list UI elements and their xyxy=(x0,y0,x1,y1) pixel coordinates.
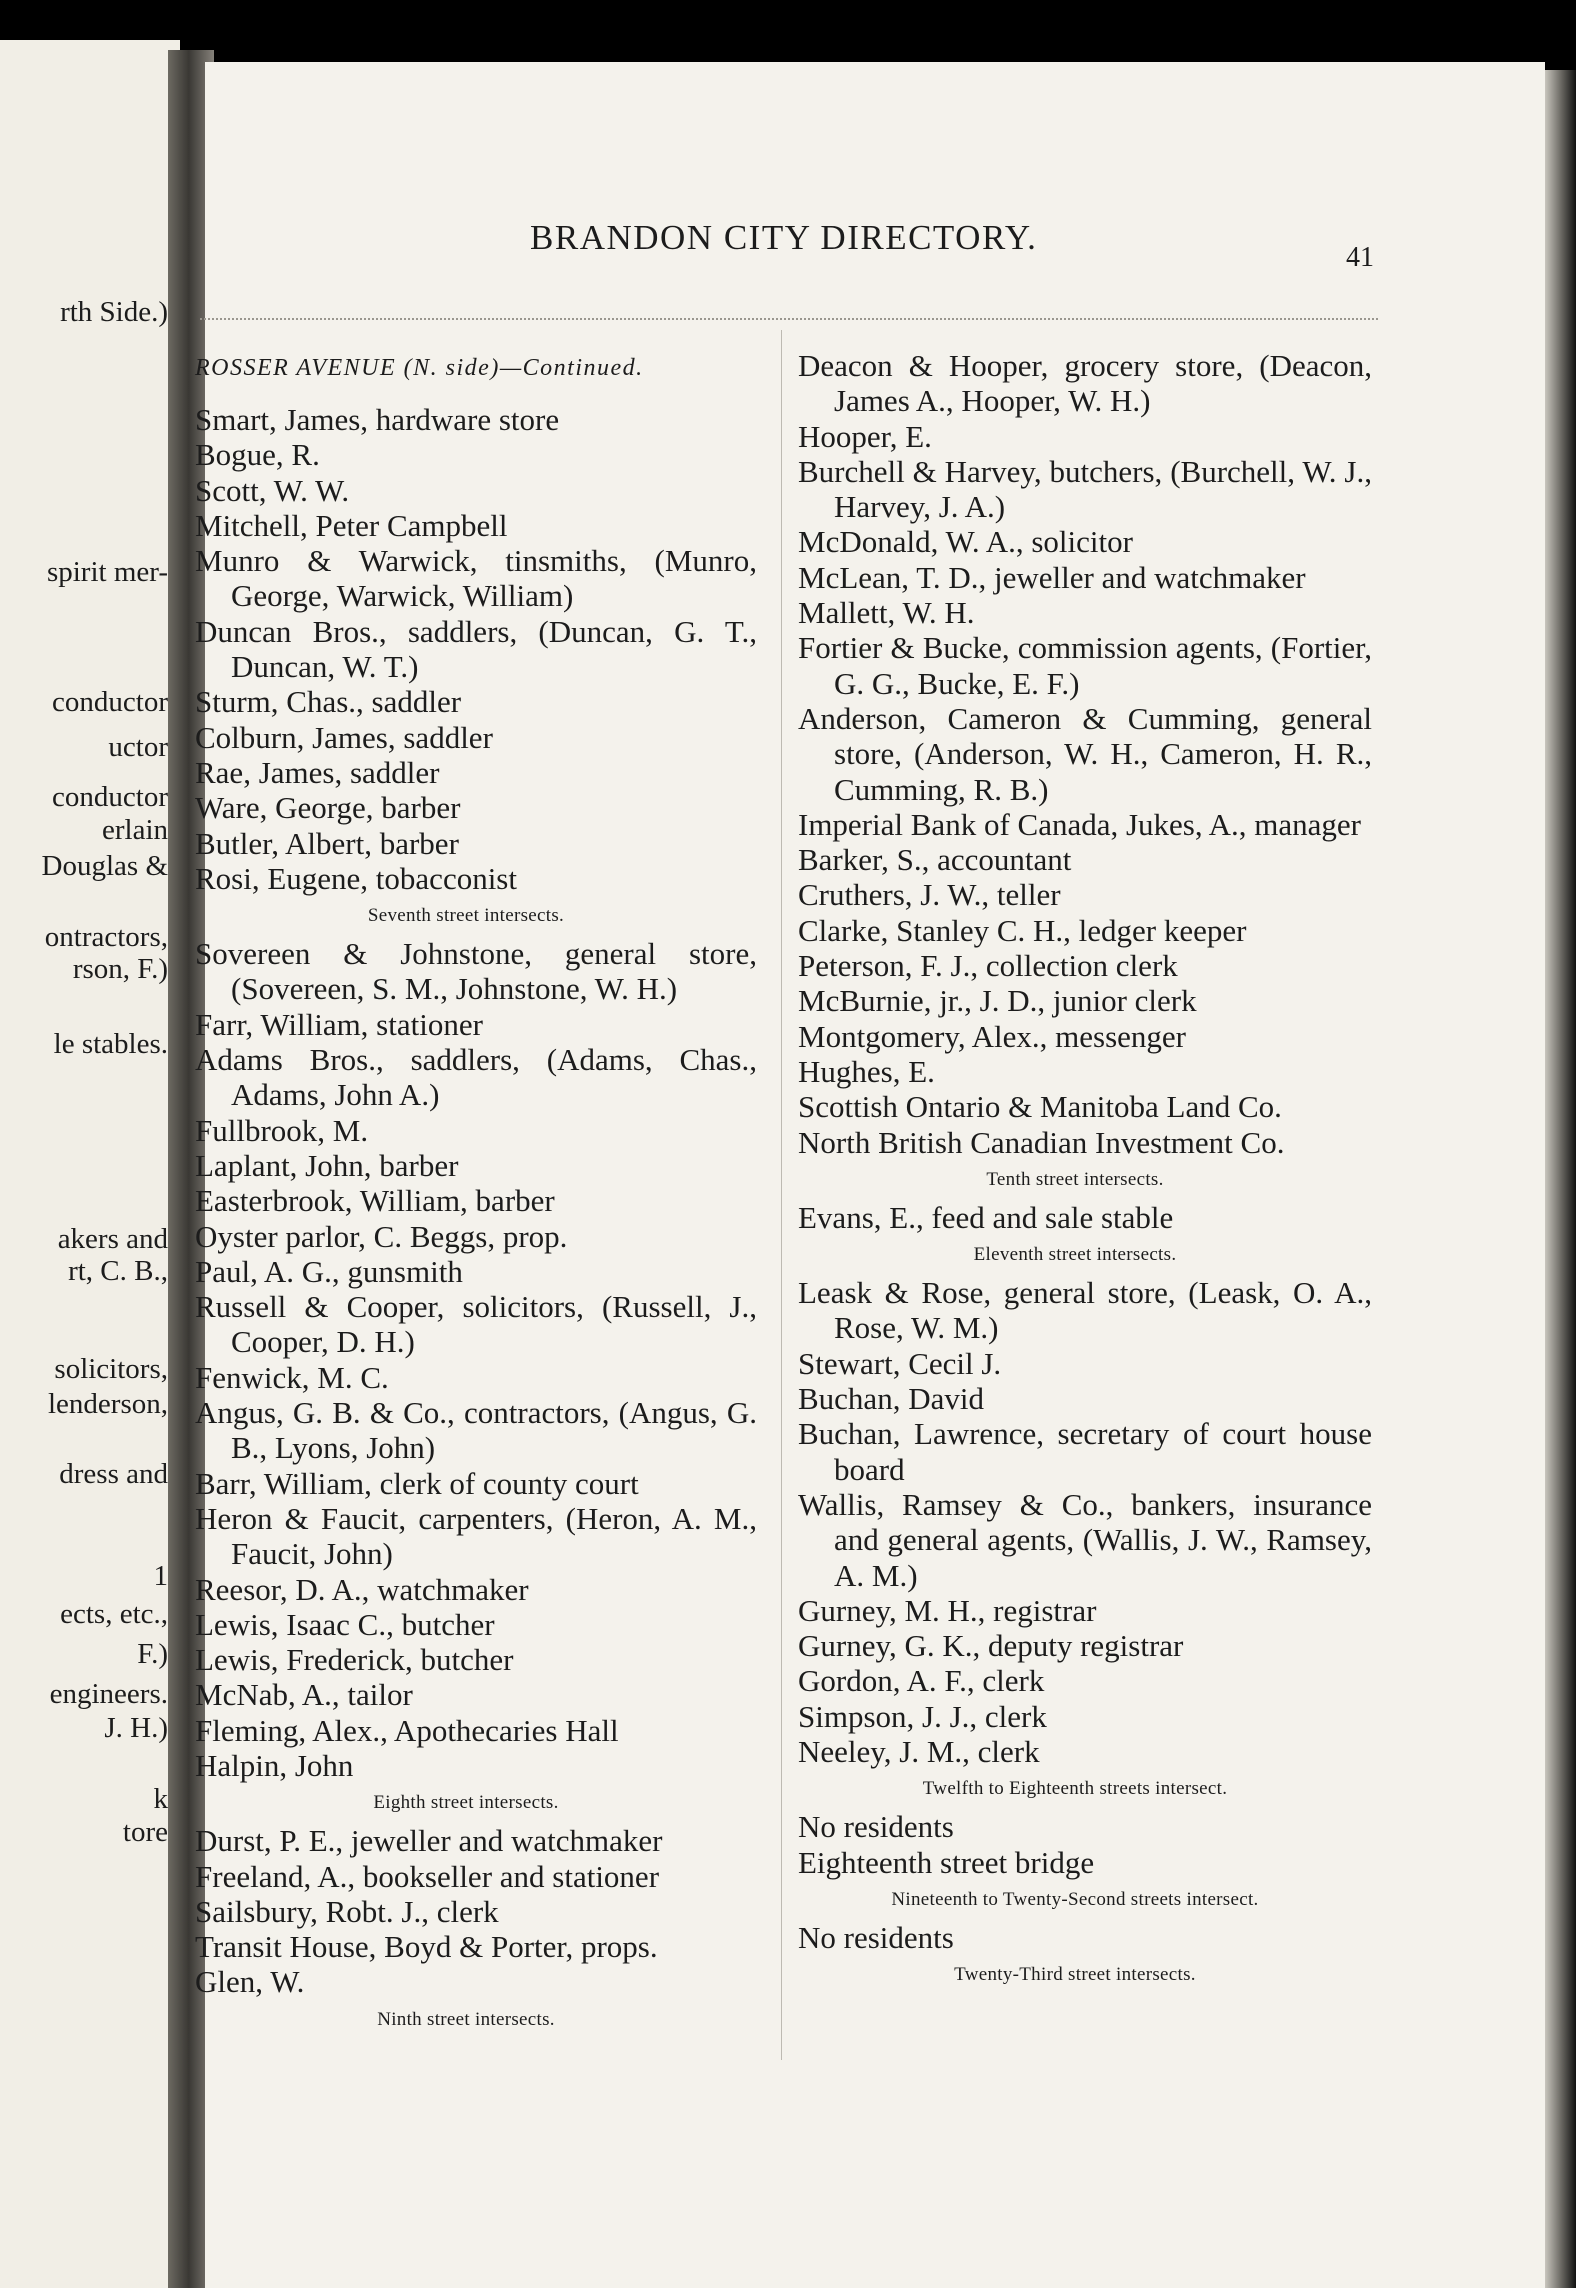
directory-entry: Scottish Ontario & Manitoba Land Co. xyxy=(798,1089,1282,1125)
directory-entry: Halpin, John xyxy=(195,1747,354,1783)
header-rule xyxy=(200,318,1378,320)
directory-entry: Ware, George, barber xyxy=(195,790,461,826)
directory-entry: Adams Bros., saddlers, (Adams, Chas., Adams, John A.) xyxy=(195,1042,757,1113)
previous-page-fragment: akers and xyxy=(57,1223,168,1255)
directory-entry: Sovereen & Johnstone, general store, (Sovereen, S. M., Johnstone, W. H.) xyxy=(195,936,757,1007)
directory-entry: Buchan, David xyxy=(798,1381,984,1417)
street-intersection-note: Twelfth to Eighteenth streets intersect. xyxy=(922,1778,1228,1800)
directory-entry: Reesor, D. A., watchmaker xyxy=(195,1571,529,1607)
directory-entry: Easterbrook, William, barber xyxy=(195,1183,555,1219)
directory-entry: Fleming, Alex., Apothecaries Hall xyxy=(195,1712,619,1748)
directory-entry: Barker, S., accountant xyxy=(798,842,1072,878)
directory-entry: Burchell & Harvey, butchers, (Burchell, W. J., Harvey, J. A.) xyxy=(798,453,1372,525)
directory-entry: Durst, P. E., jeweller and watchmaker xyxy=(195,1823,663,1859)
directory-entry: McNab, A., tailor xyxy=(195,1677,413,1713)
street-intersection-note: Eleventh street intersects. xyxy=(973,1244,1177,1266)
previous-page-fragment: lenderson, xyxy=(48,1388,168,1420)
previous-page-fragment: F.) xyxy=(137,1638,168,1670)
directory-entry: Gordon, A. F., clerk xyxy=(798,1663,1045,1699)
page-number: 41 xyxy=(1346,242,1374,273)
previous-page-fragment: conductor xyxy=(52,781,168,813)
previous-page-fragment: rth Side.) xyxy=(60,296,168,328)
directory-entry: McDonald, W. A., solicitor xyxy=(798,524,1133,560)
directory-entry: Glen, W. xyxy=(195,1964,305,2000)
directory-entry: Buchan, Lawrence, secretary of court house board xyxy=(798,1416,1372,1487)
directory-entry: Gurney, G. K., deputy registrar xyxy=(798,1628,1184,1664)
directory-entry: Fullbrook, M. xyxy=(195,1112,369,1148)
directory-entry: Cruthers, J. W., teller xyxy=(798,877,1061,913)
directory-entry: Wallis, Ramsey & Co., bankers, insurance and general agents, (Wallis, J. W., Ramsey, A. M.) xyxy=(798,1486,1372,1593)
right-column xyxy=(798,348,1372,1995)
directory-entry: Mallett, W. H. xyxy=(798,595,975,631)
entry-list xyxy=(195,402,757,896)
directory-entry: Scott, W. W. xyxy=(195,472,350,508)
previous-page-strip xyxy=(0,40,180,2288)
street-intersection-note: Tenth street intersects. xyxy=(986,1168,1164,1190)
previous-page-fragment: Douglas & xyxy=(41,850,168,882)
previous-page-fragment: ontractors, xyxy=(44,921,168,953)
entry-list xyxy=(195,936,757,1783)
directory-entry: Sturm, Chas., saddler xyxy=(195,684,462,720)
previous-page-fragment: le stables. xyxy=(53,1028,168,1060)
directory-entry: Russell & Cooper, solicitors, (Russell, J., Cooper, D. H.) xyxy=(195,1289,757,1360)
no-residents-line: No residents xyxy=(798,1919,954,1955)
previous-page-fragment: ects, etc., xyxy=(60,1598,168,1630)
directory-entry: North British Canadian Investment Co. xyxy=(798,1124,1285,1160)
directory-entry: Rosi, Eugene, tobacconist xyxy=(195,860,517,896)
entry-list xyxy=(195,1823,757,1999)
directory-entry: Heron & Faucit, carpenters, (Heron, A. M., Faucit, John) xyxy=(195,1500,757,1572)
directory-entry: Sailsbury, Robt. J., clerk xyxy=(195,1893,499,1929)
left-column xyxy=(195,348,757,2040)
directory-entry: McBurnie, jr., J. D., junior clerk xyxy=(798,983,1197,1019)
directory-entry: Clarke, Stanley C. H., ledger keeper xyxy=(798,912,1247,948)
directory-entry: Laplant, John, barber xyxy=(195,1147,459,1183)
directory-entry: Smart, James, hardware store xyxy=(195,402,560,437)
directory-entry: Colburn, James, saddler xyxy=(195,719,493,755)
directory-entry: Barr, William, clerk of county court xyxy=(195,1465,639,1501)
directory-entry: Farr, William, stationer xyxy=(195,1006,483,1042)
previous-page-fragment: engineers. xyxy=(49,1678,168,1710)
directory-entry: Deacon & Hooper, grocery store, (Deacon, James A., Hooper, W. H.) xyxy=(798,348,1372,419)
directory-entry: Gurney, M. H., registrar xyxy=(798,1592,1097,1628)
directory-entry: Fortier & Bucke, commission agents, (Fortier, G. G., Bucke, E. F.) xyxy=(798,630,1372,701)
directory-entry: Angus, G. B. & Co., contractors, (Angus, G. B., Lyons, John) xyxy=(195,1395,757,1466)
running-head: ROSSER AVENUE (N. side)—Continued. xyxy=(195,355,644,381)
previous-page-fragment: spirit mer- xyxy=(46,556,168,588)
directory-entry: Duncan Bros., saddlers, (Duncan, G. T., Duncan, W. T.) xyxy=(195,613,757,685)
directory-entry: Montgomery, Alex., messenger xyxy=(798,1018,1186,1054)
street-intersection-note: Ninth street intersects. xyxy=(377,2008,555,2030)
previous-page-fragment: 1 xyxy=(153,1560,168,1592)
directory-entry: Butler, Albert, barber xyxy=(195,825,459,861)
previous-page-fragment: tore xyxy=(122,1816,168,1848)
directory-entry: Leask & Rose, general store, (Leask, O. A., Rose, W. M.) xyxy=(798,1275,1372,1346)
directory-entry: Lewis, Isaac C., butcher xyxy=(195,1606,495,1642)
page-edge-shadow xyxy=(1545,70,1576,2288)
directory-entry: Paul, A. G., gunsmith xyxy=(195,1253,463,1289)
directory-entry: Simpson, J. J., clerk xyxy=(798,1698,1047,1734)
previous-page-fragment: conductor xyxy=(52,686,168,718)
directory-entry: Mitchell, Peter Campbell xyxy=(195,507,508,543)
directory-entry: Imperial Bank of Canada, Jukes, A., manager xyxy=(798,806,1361,842)
directory-entry: Hughes, E. xyxy=(798,1053,935,1089)
directory-entry: Bogue, R. xyxy=(195,437,320,473)
directory-entry: Neeley, J. M., clerk xyxy=(798,1733,1040,1769)
directory-entry: Fenwick, M. C. xyxy=(195,1359,389,1395)
previous-page-fragment: erlain xyxy=(101,814,168,846)
previous-page-fragment: rson, F.) xyxy=(72,953,168,985)
previous-page-fragment: k xyxy=(153,1783,168,1815)
directory-entry: Oyster parlor, C. Beggs, prop. xyxy=(195,1218,568,1254)
directory-entry: Lewis, Frederick, butcher xyxy=(195,1642,514,1678)
entry-list xyxy=(798,1275,1372,1769)
directory-entry: Evans, E., feed and sale stable xyxy=(798,1199,1174,1235)
directory-entry: Rae, James, saddler xyxy=(195,754,440,790)
column-divider xyxy=(781,330,782,2060)
page-header-title: BRANDON CITY DIRECTORY. xyxy=(530,218,1038,257)
directory-entry: Peterson, F. J., collection clerk xyxy=(798,948,1178,984)
entry-list xyxy=(798,348,1372,1160)
street-intersection-note: Nineteenth to Twenty-Second streets intersect. xyxy=(891,1888,1259,1910)
directory-entry: Stewart, Cecil J. xyxy=(798,1345,1002,1381)
street-intersection-note: Seventh street intersects. xyxy=(367,905,565,927)
previous-page-fragment: dress and xyxy=(59,1458,168,1490)
directory-entry: Anderson, Cameron & Cumming, general store, (Anderson, W. H., Cameron, H. R., Cumming, R. B.) xyxy=(798,700,1372,807)
bridge-line: Eighteenth street bridge xyxy=(798,1844,1095,1880)
directory-entry: McLean, T. D., jeweller and watchmaker xyxy=(798,559,1306,595)
previous-page-fragment: solicitors, xyxy=(54,1353,168,1385)
previous-page-fragment: uctor xyxy=(108,731,168,763)
street-intersection-note: Twenty-Third street intersects. xyxy=(954,1964,1196,1986)
street-intersection-note: Eighth street intersects. xyxy=(373,1792,559,1814)
directory-entry: Transit House, Boyd & Porter, props. xyxy=(195,1929,658,1965)
no-residents-line: No residents xyxy=(798,1809,954,1845)
directory-entry: Freeland, A., bookseller and stationer xyxy=(195,1858,660,1894)
entry-list xyxy=(798,1200,1372,1235)
directory-entry: Munro & Warwick, tinsmiths, (Munro, George, Warwick, William) xyxy=(195,543,757,614)
directory-entry: Hooper, E. xyxy=(798,418,932,454)
previous-page-fragment: J. H.) xyxy=(104,1712,168,1744)
previous-page-fragment: rt, C. B., xyxy=(68,1255,168,1287)
